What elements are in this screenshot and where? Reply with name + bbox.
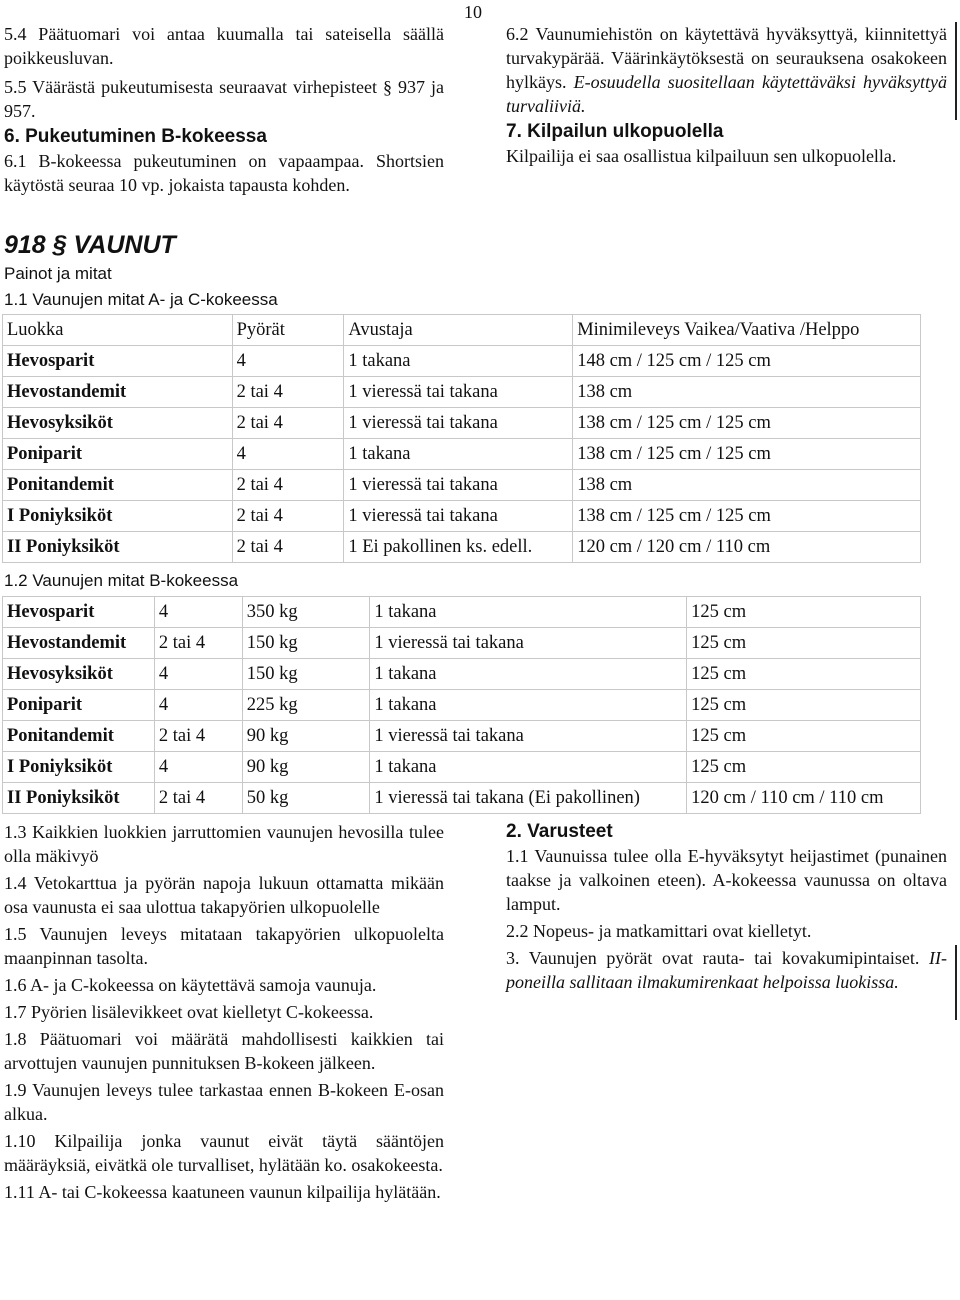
table-cell: Hevostandemit xyxy=(3,377,233,408)
table-a-c-dimensions xyxy=(2,314,921,563)
table-cell: 138 cm xyxy=(573,377,921,408)
table-cell: 2 tai 4 xyxy=(154,721,242,752)
table-row xyxy=(3,408,921,439)
rule-1-5: 1.5 Vaunujen leveys mitataan takapyörien ulkopuolelta maanpinnan tasolta. xyxy=(4,924,444,968)
table-cell: 150 kg xyxy=(242,628,370,659)
table-cell: 138 cm / 125 cm / 125 cm xyxy=(573,439,921,470)
table-cell: II Poniyksiköt xyxy=(3,532,233,563)
table1-header-cell: Minimileveys Vaikea/Vaativa /Helppo xyxy=(573,315,921,346)
table-row xyxy=(3,752,921,783)
table-row xyxy=(3,377,921,408)
rule-3-text: 3. Vaunujen pyörät ovat rauta- tai kovakumipintaiset. xyxy=(506,948,920,968)
table-cell: 4 xyxy=(154,752,242,783)
table-row xyxy=(3,783,921,814)
section-title: 918 § VAUNUT xyxy=(4,231,176,259)
rule-1-4: 1.4 Vetokarttua ja pyörän napoja lukuun ottamatta mikään osa vaunusta ei saa ulottua takapyörien ulkopuolelle xyxy=(4,873,444,917)
table-cell: 150 kg xyxy=(242,659,370,690)
table-cell: 148 cm / 125 cm / 125 cm xyxy=(573,346,921,377)
table-cell: 120 cm / 110 cm / 110 cm xyxy=(687,783,921,814)
table-cell: Hevostandemit xyxy=(3,628,155,659)
table-row xyxy=(3,597,921,628)
table-cell: 4 xyxy=(154,690,242,721)
rule-2-1: 1.1 Vaunuissa tulee olla E-hyväksytyt heijastimet (punainen taakse ja valkoinen eteen). A-kokeessa vaunussa on oltava lamput. xyxy=(506,846,947,914)
table1-header-row xyxy=(3,315,921,346)
heading-2: 2. Varusteet xyxy=(506,821,613,842)
rule-1-9: 1.9 Vaunujen leveys tulee tarkastaa ennen B-kokeen E-osan alkua. xyxy=(4,1080,444,1124)
table-row xyxy=(3,721,921,752)
table-cell: 1 takana xyxy=(344,346,573,377)
table-cell: 138 cm / 125 cm / 125 cm xyxy=(573,408,921,439)
rule-1-10: 1.10 Kilpailija jonka vaunut eivät täytä sääntöjen määräyksiä, eivätkä ole turvalliset, hylätään ko. osakokeesta. xyxy=(4,1131,444,1175)
table-cell: 1 takana xyxy=(344,439,573,470)
table-cell: 2 tai 4 xyxy=(154,628,242,659)
table-cell: 1 Ei pakollinen ks. edell. xyxy=(344,532,573,563)
table-cell: 1 takana xyxy=(370,752,687,783)
rule-1-7: 1.7 Pyörien lisälevikkeet ovat kielletyt C-kokeessa. xyxy=(4,1002,374,1022)
table-cell: Hevosparit xyxy=(3,346,233,377)
table-cell: 1 vieressä tai takana xyxy=(370,721,687,752)
change-bar xyxy=(955,945,957,1020)
table-row xyxy=(3,532,921,563)
rule-6-2-text: 6.2 Vaunumiehistön on käytettävä hyväksyttyä, kiinnitettyä turvakypärää. Väärinkäytöksestä on seurauksena osakokeen hylkäys. xyxy=(506,24,947,92)
right-top-column xyxy=(506,22,947,168)
table-row xyxy=(3,690,921,721)
table-cell: Poniparit xyxy=(3,690,155,721)
table-row xyxy=(3,439,921,470)
rule-6-1: 6.1 B-kokeessa pukeutuminen on vapaampaa. Shortsien käytöstä seuraa 10 vp. jokaista tapausta kohden. xyxy=(4,151,444,195)
right-bottom-column xyxy=(506,820,947,994)
table-cell: 120 cm / 120 cm / 110 cm xyxy=(573,532,921,563)
table-cell: 225 kg xyxy=(242,690,370,721)
table-cell: Hevosyksiköt xyxy=(3,408,233,439)
table-cell: I Poniyksiköt xyxy=(3,752,155,783)
table-cell: 1 vieressä tai takana (Ei pakollinen) xyxy=(370,783,687,814)
heading-7: 7. Kilpailun ulkopuolella xyxy=(506,121,724,142)
table-cell: 4 xyxy=(154,659,242,690)
rule-7: Kilpailija ei saa osallistua kilpailuun sen ulkopuolella. xyxy=(506,146,897,166)
table-cell: 4 xyxy=(232,346,344,377)
table-cell: 2 tai 4 xyxy=(232,408,344,439)
table-row xyxy=(3,470,921,501)
table-cell: 50 kg xyxy=(242,783,370,814)
table-cell: 350 kg xyxy=(242,597,370,628)
left-bottom-column xyxy=(4,820,444,1204)
left-top-column xyxy=(4,22,444,197)
table-cell: 125 cm xyxy=(687,659,921,690)
table-cell: 125 cm xyxy=(687,597,921,628)
table-cell: 138 cm / 125 cm / 125 cm xyxy=(573,501,921,532)
table1-header-cell: Luokka xyxy=(3,315,233,346)
table-row xyxy=(3,628,921,659)
table-cell: 4 xyxy=(232,439,344,470)
table-cell: 2 tai 4 xyxy=(232,470,344,501)
rule-6-2-italic: E-osuudella suositellaan käytettäväksi hyväksyttyä turvaliiviä. xyxy=(506,72,947,116)
table1-caption: 1.1 Vaunujen mitat A- ja C-kokeessa xyxy=(4,290,278,309)
change-bar xyxy=(955,22,957,120)
table-cell: 2 tai 4 xyxy=(232,377,344,408)
rule-2-2: 2.2 Nopeus- ja matkamittari ovat kielletyt. xyxy=(506,921,812,941)
rule-1-11: 1.11 A- tai C-kokeessa kaatuneen vaunun kilpailija hylätään. xyxy=(4,1182,441,1202)
page-number: 10 xyxy=(464,2,482,22)
rule-1-6: 1.6 A- ja C-kokeessa on käytettävä samoja vaunuja. xyxy=(4,975,377,995)
rule-3 xyxy=(506,946,947,994)
rule-5-4: 5.4 Päätuomari voi antaa kuumalla tai sateisella säällä poikkeusluvan. xyxy=(4,24,444,68)
table-cell: Poniparit xyxy=(3,439,233,470)
rule-5-5: 5.5 Väärästä pukeutumisesta seuraavat virhepisteet § 937 ja 957. xyxy=(4,77,444,121)
table-cell: 1 vieressä tai takana xyxy=(344,408,573,439)
rule-1-3: 1.3 Kaikkien luokkien jarruttomien vaunujen hevosilla tulee olla mäkivyö xyxy=(4,822,444,866)
table-cell: 138 cm xyxy=(573,470,921,501)
table-cell: 1 vieressä tai takana xyxy=(370,628,687,659)
table-cell: II Poniyksiköt xyxy=(3,783,155,814)
table-cell: 4 xyxy=(154,597,242,628)
table-cell: 1 vieressä tai takana xyxy=(344,501,573,532)
table-cell: 125 cm xyxy=(687,628,921,659)
table-cell: 125 cm xyxy=(687,721,921,752)
table-row xyxy=(3,659,921,690)
rule-1-8: 1.8 Päätuomari voi määrätä mahdollisesti kaikkien tai arvottujen vaunujen punnituksen B-kokeen jälkeen. xyxy=(4,1029,444,1073)
table-cell: 2 tai 4 xyxy=(232,532,344,563)
table-cell: Ponitandemit xyxy=(3,470,233,501)
table-cell: 125 cm xyxy=(687,752,921,783)
table-row xyxy=(3,501,921,532)
heading-6: 6. Pukeutuminen B-kokeessa xyxy=(4,126,267,147)
table-cell: Hevosyksiköt xyxy=(3,659,155,690)
rule-3-italic: II-poneilla sallitaan ilmakumirenkaat helpoissa luokissa. xyxy=(506,948,947,992)
table-cell: 1 vieressä tai takana xyxy=(344,377,573,408)
table-cell: Hevosparit xyxy=(3,597,155,628)
rule-6-2 xyxy=(506,22,947,118)
table-cell: 125 cm xyxy=(687,690,921,721)
table-row xyxy=(3,346,921,377)
table-cell: 1 takana xyxy=(370,597,687,628)
table-cell: 90 kg xyxy=(242,721,370,752)
table1-header-cell: Avustaja xyxy=(344,315,573,346)
table-b-dimensions xyxy=(2,596,921,814)
table-cell: 90 kg xyxy=(242,752,370,783)
table-cell: 1 vieressä tai takana xyxy=(344,470,573,501)
section-subtitle: Painot ja mitat xyxy=(4,264,112,283)
table1-header-cell: Pyörät xyxy=(232,315,344,346)
table-cell: 1 takana xyxy=(370,659,687,690)
table-cell: I Poniyksiköt xyxy=(3,501,233,532)
table-cell: 2 tai 4 xyxy=(154,783,242,814)
table-cell: 2 tai 4 xyxy=(232,501,344,532)
table-cell: 1 takana xyxy=(370,690,687,721)
table2-caption: 1.2 Vaunujen mitat B-kokeessa xyxy=(4,571,239,590)
table-cell: Ponitandemit xyxy=(3,721,155,752)
